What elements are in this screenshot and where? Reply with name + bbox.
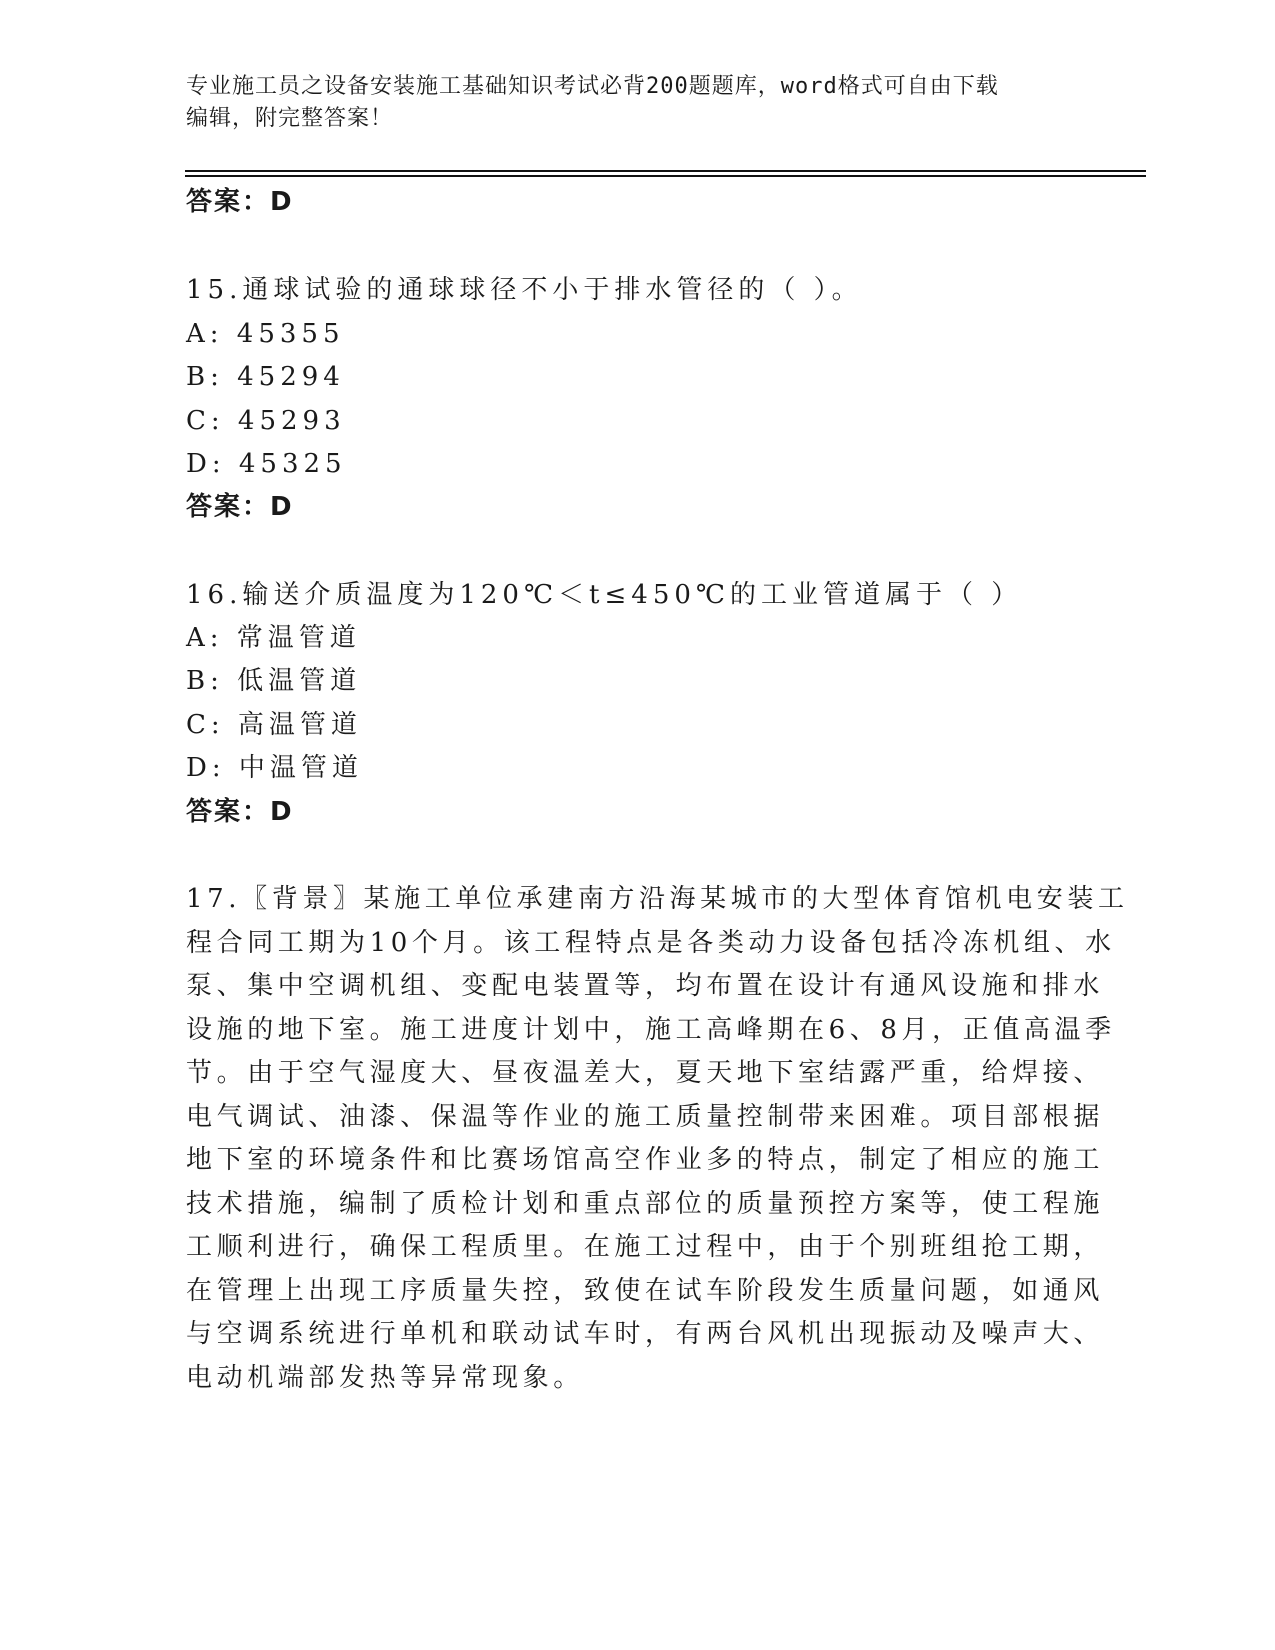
q17-line-7: 地下室的环境条件和比赛场馆高空作业多的特点，制定了相应的施工 (186, 1145, 1105, 1175)
q15-question: 15.通球试验的通球球径不小于排水管径的（ ）。 (186, 275, 863, 305)
header-divider-top (185, 170, 1146, 172)
q17-line-3: 泵、集中空调机组、变配电装置等，均布置在设计有通风设施和排水 (186, 971, 1105, 1001)
q17-line-5: 节。由于空气湿度大、昼夜温差大，夏天地下室结露严重，给焊接、 (186, 1058, 1105, 1088)
header-divider-bottom (185, 175, 1146, 177)
q15-option-d: D: 45325 (186, 449, 347, 479)
q17-line-1: 17.〖背景〗某施工单位承建南方沿海某城市的大型体育馆机电安装工 (186, 884, 1129, 914)
q17-line-4: 设施的地下室。施工进度计划中，施工高峰期在6、8月，正值高温季 (186, 1015, 1116, 1045)
q16-question: 16.输送介质温度为120℃＜t≤450℃的工业管道属于（ ） (186, 580, 1023, 610)
q16-option-b: B: 低温管道 (186, 666, 362, 696)
doc-header-line-2: 编辑，附完整答案！ (186, 106, 394, 131)
q17-line-12: 电动机端部发热等异常现象。 (186, 1363, 584, 1393)
q16-option-a: A: 常温管道 (186, 623, 361, 653)
q15-option-c: C: 45293 (186, 406, 346, 436)
q15-option-b: B: 45294 (186, 362, 345, 392)
q16-option-c: C: 高温管道 (186, 710, 362, 740)
q17-line-8: 技术措施，编制了质检计划和重点部位的质量预控方案等，使工程施 (186, 1189, 1105, 1219)
q17-line-2: 程合同工期为10个月。该工程特点是各类动力设备包括冷冻机组、水 (186, 928, 1116, 958)
doc-header-line-1: 专业施工员之设备安装施工基础知识考试必背200题题库，word格式可自由下载 (186, 74, 999, 99)
q17-line-10: 在管理上出现工序质量失控，致使在试车阶段发生质量问题，如通风 (186, 1276, 1105, 1306)
q17-line-6: 电气调试、油漆、保温等作业的施工质量控制带来困难。项目部根据 (186, 1102, 1105, 1132)
q17-line-9: 工顺利进行，确保工程质里。在施工过程中，由于个别班组抢工期， (186, 1232, 1105, 1262)
q17-line-11: 与空调系统进行单机和联动试车时，有两台风机出现振动及噪声大、 (186, 1319, 1105, 1349)
prev-answer: 答案：D (186, 187, 294, 217)
q15-answer: 答案：D (186, 492, 294, 522)
q16-answer: 答案：D (186, 797, 294, 827)
q15-option-a: A: 45355 (186, 319, 345, 349)
q16-option-d: D: 中温管道 (186, 753, 363, 783)
